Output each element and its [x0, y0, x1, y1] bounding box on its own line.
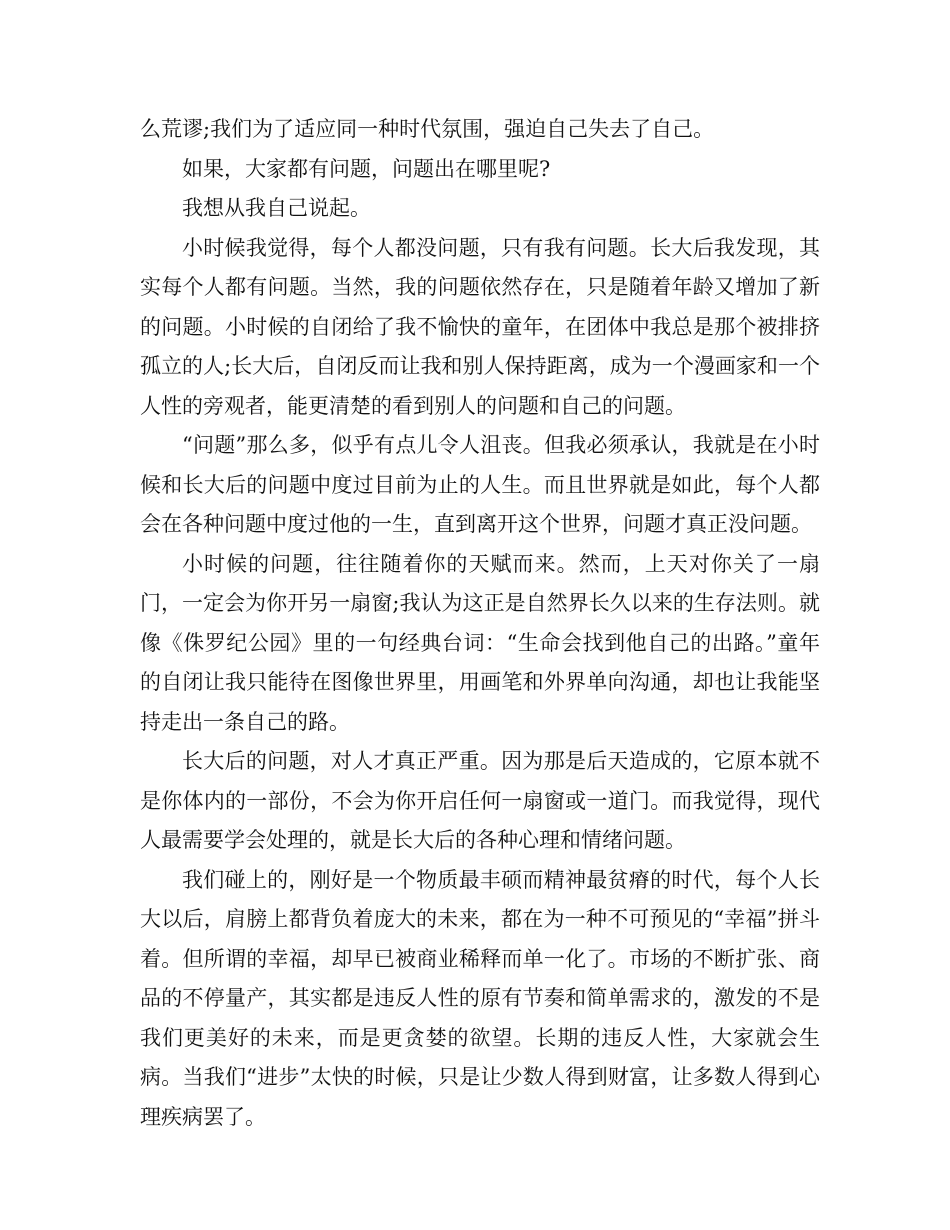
paragraph: 我们碰上的，刚好是一个物质最丰硕而精神最贫瘠的时代，每个人长大以后，肩膀上都背负着庞大的未来，都在为一种不可预见的“幸福”拼斗着。但所谓的幸福，却早已被商业稀释而单一化了。市场的不断扩张、商品的不停量产，其实都是违反人性的原有节奏和简单需求的，激发的不是我们更美好的未来，而是更贪婪的欲望。长期的违反人性，大家就会生病。当我们“进步”太快的时候，只是让少数人得到财富，让多数人得到心理疾病罢了。 [140, 867, 820, 1129]
paragraph: “问题”那么多，似乎有点儿令人沮丧。但我必须承认，我就是在小时候和长大后的问题中度过目前为止的人生。而且世界就是如此，每个人都会在各种问题中度过他的一生，直到离开这个世界，问题才真正没问题。 [140, 433, 820, 536]
paragraph: 小时候的问题，往往随着你的天赋而来。然而，上天对你关了一扇门，一定会为你开另一扇窗;我认为这正是自然界长久以来的生存法则。就像《侏罗纪公园》里的一句经典台词：“生命会找到他自己的出路。”童年的自闭让我只能待在图像世界里，用画笔和外界单向沟通，却也让我能坚持走出一条自己的路。 [140, 551, 820, 734]
paragraph: 我想从我自己说起。 [182, 196, 371, 220]
paragraph: 小时候我觉得，每个人都没问题，只有我有问题。长大后我发现，其实每个人都有问题。当然，我的问题依然存在，只是随着年龄又增加了新的问题。小时候的自闭给了我不愉快的童年，在团体中我总是那个被排挤孤立的人;长大后，自闭反而让我和别人保持距离，成为一个漫画家和一个人性的旁观者，能更清楚的看到别人的问题和自己的问题。 [140, 235, 820, 418]
paragraph: 如果，大家都有问题，问题出在哪里呢? [182, 156, 551, 181]
document-body [140, 110, 820, 1137]
paragraph: 长大后的问题，对人才真正严重。因为那是后天造成的，它原本就不是你体内的一部份，不会为你开启任何一扇窗或一道门。而我觉得，现代人最需要学会处理的，就是长大后的各种心理和情绪问题。 [140, 749, 820, 852]
paragraph-continued: 么荒谬;我们为了适应同一种时代氛围，强迫自己失去了自己。 [140, 117, 715, 141]
